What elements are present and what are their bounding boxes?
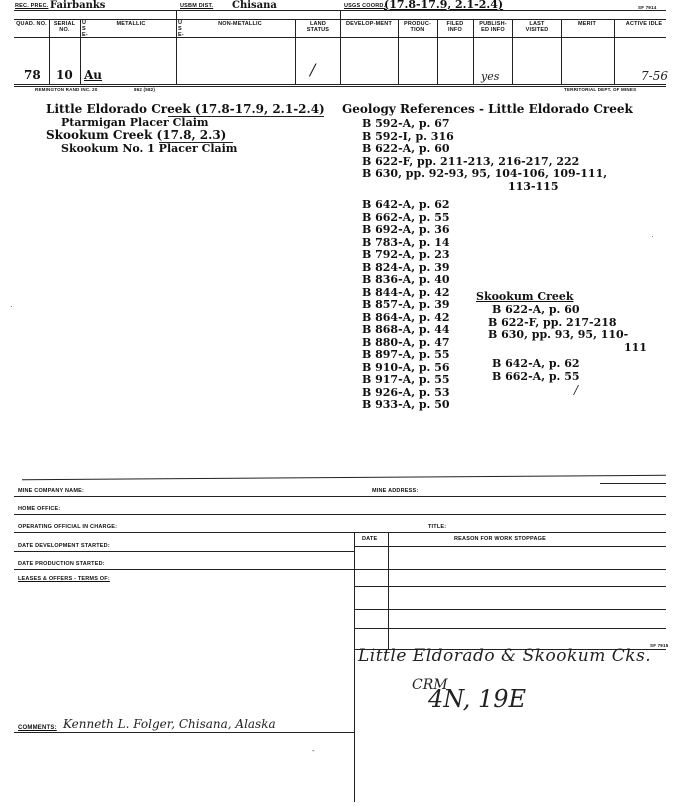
geology-ref-item: B 836-A, p. 40 [362, 273, 450, 286]
printer-code: 862 (582) [134, 87, 156, 92]
comments-label: COMMENTS: [18, 725, 57, 731]
col-development: DEVELOP-MENT [345, 21, 393, 27]
geology-ref-item: B 662-A, p. 55 [362, 210, 450, 224]
date-column-label: DATE [362, 536, 378, 542]
speck: · [651, 232, 654, 241]
entry-skookum-creek: Skookum Creek (17.8, 2.3) [46, 128, 227, 142]
geology-ref-item: B 592-A, p. 67 [362, 117, 450, 130]
entry-ptarmigan: Ptarmigan Placer Claim [61, 116, 209, 129]
usgs-coord-value: (17.8-17.9, 2.1-2.4) [384, 0, 504, 11]
speck: - [312, 746, 315, 755]
leases-offers-label: LEASES & OFFERS - TERMS OF: [18, 576, 110, 582]
skookum-refs-title: Skookum Creek [476, 290, 574, 303]
col-usa-letters-1: U S E- [82, 20, 88, 38]
skookum-ref-item: B 642-A, p. 62 [492, 357, 580, 370]
pencil-mark: / [574, 383, 579, 397]
home-office-label: HOME OFFICE: [18, 506, 61, 512]
usbm-dist-label: USBM DIST. [180, 3, 214, 9]
geology-ref-item: B 622-F, pp. 211-213, 216-217, 222 [362, 154, 580, 168]
geology-ref-item: B 857-A, p. 39 [362, 298, 450, 311]
printer-mark: REMINGTON RAND INC. 20 [35, 87, 98, 92]
col-filed-info: FILED INFO [446, 21, 464, 33]
skookum-ref-item: B 622-F, pp. 217-218 [488, 315, 617, 329]
geology-ref-item: B 622-A, p. 60 [362, 142, 450, 155]
col-usa-letters-2: U S E- [178, 20, 184, 38]
geology-ref-item: B 642-A, p. 62 [362, 198, 450, 211]
geology-ref-item: B 630, pp. 92-93, 95, 104-106, 109-111, [362, 167, 608, 180]
operating-official-label: OPERATING OFFICIAL IN CHARGE: [18, 524, 118, 530]
date-production-started-label: DATE PRODUCTION STARTED: [18, 561, 105, 567]
geology-ref-item: B 864-A, p. 42 [362, 310, 450, 324]
geology-ref-item: B 910-A, p. 56 [362, 360, 450, 374]
geology-ref-item: B 917-A, p. 55 [362, 373, 450, 386]
col-land-status: LAND STATUS [306, 21, 330, 33]
geology-ref-item: B 792-A, p. 23 [362, 248, 450, 261]
col-metallic: METALLIC [116, 21, 146, 27]
territorial-dept-label: TERRITORIAL DEPT. OF MINES [564, 87, 637, 92]
entry-little-eldorado: Little Eldorado Creek (17.8-17.9, 2.1-2.4) [46, 102, 325, 116]
col-merit: MERIT [577, 21, 597, 27]
handwritten-location: 4N, 19E [428, 685, 527, 713]
handwritten-crm: CRM [412, 677, 448, 693]
col-published-info: PUBLISH-ED INFO [479, 21, 507, 33]
geology-ref-item: B 844-A, p. 42 [362, 285, 450, 299]
rec-prec-value: Fairbanks [50, 0, 106, 11]
form-number-2: SF 7915 [650, 643, 669, 648]
usgs-coord-label: USGS COORD. [344, 3, 386, 9]
geology-ref-item: 113-115 [508, 179, 559, 193]
skookum-ref-item: B 662-A, p. 55 [492, 369, 580, 383]
handwritten-title: Little Eldorado & Skookum Cks. [358, 646, 652, 666]
col-quad-no: QUAD. NO. [16, 21, 47, 27]
title-label: TITLE: [428, 524, 447, 530]
mine-company-name-label: MINE COMPANY NAME: [18, 488, 85, 494]
geology-title: Geology References - Little Eldorado Creek [342, 102, 633, 116]
land-status-value: / [310, 60, 316, 79]
reason-column-label: REASON FOR WORK STOPPAGE [454, 536, 546, 542]
serial-no-value: 10 [56, 68, 73, 82]
geology-ref-item: B 592-I, p. 316 [362, 129, 454, 143]
form-number: SF 7914 [638, 5, 657, 10]
metallic-value: Au [84, 68, 103, 82]
geology-ref-item: B 880-A, p. 47 [362, 335, 450, 349]
skookum-ref-item: 111 [624, 340, 647, 354]
geology-ref-item: B 868-A, p. 44 [362, 323, 450, 336]
col-production: PRODUC-TION [403, 21, 432, 33]
col-serial-no: SERIAL NO. [53, 21, 76, 33]
quad-no-value: 78 [24, 68, 41, 82]
rec-prec-label: REC. PREC. [15, 3, 49, 9]
col-nonmetallic: NON-METALLIC [218, 21, 262, 27]
entry-skookum-no1: Skookum No. 1 Placer Claim [61, 142, 238, 155]
skookum-ref-item: B 622-A, p. 60 [492, 303, 580, 316]
geology-ref-item: B 692-A, p. 36 [362, 223, 450, 236]
geology-ref-item: B 824-A, p. 39 [362, 260, 450, 274]
date-development-started-label: DATE DEVELOPMENT STARTED: [18, 543, 110, 549]
comments-value: Kenneth L. Folger, Chisana, Alaska [63, 717, 276, 731]
usbm-dist-value: Chisana [232, 0, 277, 11]
geology-ref-item: B 933-A, p. 50 [362, 398, 450, 411]
speck: · [10, 302, 13, 311]
geology-ref-item: B 897-A, p. 55 [362, 348, 450, 361]
col-last-visited: LAST VISITED [525, 21, 549, 33]
active-idle-value: 7-56 [641, 69, 668, 83]
geology-ref-item: B 783-A, p. 14 [362, 235, 450, 249]
col-active-idle: ACTIVE IDLE [625, 21, 663, 27]
geology-ref-item: B 926-A, p. 53 [362, 385, 450, 399]
published-info-value: yes [481, 70, 500, 83]
skookum-ref-item: B 630, pp. 93, 95, 110- [488, 328, 629, 341]
mine-address-label: MINE ADDRESS: [372, 488, 419, 494]
